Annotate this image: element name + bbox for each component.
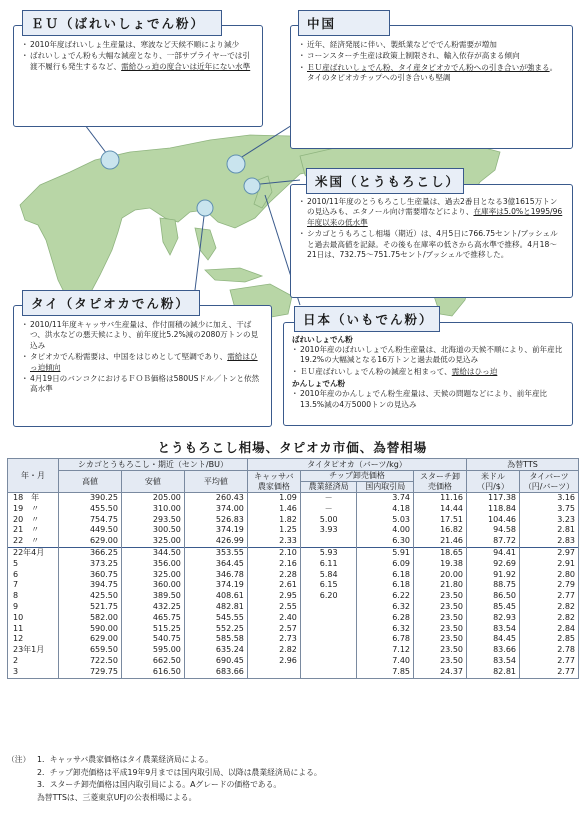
japan-panel (283, 322, 573, 426)
us-bullet-2: ・ シカゴとうもろこし相場（期近）は、4月5日に766.75セント/ブッシェルと過去最高値を記録。その後も在庫率の低さから高水準で推移。4月18～21日は、732.75～751.75セント/ブッシェルで推移した。 (299, 229, 564, 260)
notes-lead: （注） (7, 755, 31, 764)
table-cell: 374.19 (184, 525, 247, 536)
col-starch: スターチ卸売価格 (414, 471, 467, 493)
china-bullets (299, 40, 564, 84)
table-cell: 449.50 (59, 525, 122, 536)
note-4 (7, 792, 322, 805)
table-cell: 5.84 (300, 570, 357, 581)
table-cell: 2.82 (520, 602, 579, 613)
japan-title: 日本（いもでん粉） (294, 306, 440, 332)
table-cell: 729.75 (59, 667, 122, 678)
table-cell: 2.16 (247, 559, 300, 570)
table-cell (300, 624, 357, 635)
table-cell: 353.55 (184, 547, 247, 558)
table-cell: 2.33 (247, 536, 300, 547)
table-cell: 374.00 (184, 504, 247, 515)
row-period: 19 〃 (8, 504, 59, 515)
table-cell: 23.50 (414, 624, 467, 635)
table-cell: 346.78 (184, 570, 247, 581)
thai-marker (197, 200, 213, 216)
china-bullet-2: ・ コーンスターチ生産は政策上制限され、輸入依存が高まる傾向 (299, 51, 564, 61)
table-cell (300, 613, 357, 624)
table-cell (247, 667, 300, 678)
table-cell: 23.50 (414, 613, 467, 624)
table-cell: 2.95 (247, 591, 300, 602)
table-cell: 6.15 (300, 580, 357, 591)
table-cell: 23.50 (414, 602, 467, 613)
table-cell: 659.50 (59, 645, 122, 656)
row-period: 20 〃 (8, 515, 59, 526)
table-row (8, 493, 579, 504)
col-avg: 平均値 (184, 471, 247, 493)
table-cell: 2.97 (520, 547, 579, 558)
table-cell: 1.09 (247, 493, 300, 504)
table-cell: 83.66 (467, 645, 520, 656)
table-cell: 17.51 (414, 515, 467, 526)
thai-bullet-2: ・ タピオカでん粉需要は、中国をはじめとして堅調であり、需給はひっ迫傾向 (22, 352, 263, 373)
japan-bullets-potato (292, 345, 564, 377)
table-notes (7, 754, 322, 804)
table-cell: 2.84 (520, 624, 579, 635)
table-cell: 595.00 (121, 645, 184, 656)
table-cell: 6.22 (357, 591, 414, 602)
table-cell: 82.81 (467, 667, 520, 678)
table-cell: 356.00 (121, 559, 184, 570)
table-cell: 5.00 (300, 515, 357, 526)
table-row (8, 624, 579, 635)
table-cell: 21.80 (414, 580, 467, 591)
table-cell: 4.00 (357, 525, 414, 536)
table-cell: 3.23 (520, 515, 579, 526)
row-period: 18 年 (8, 493, 59, 504)
table-row (8, 634, 579, 645)
table-cell: 85.45 (467, 602, 520, 613)
table-cell: 374.19 (184, 580, 247, 591)
table-cell: 2.77 (520, 591, 579, 602)
row-period: 10 (8, 613, 59, 624)
table-cell: 23.50 (414, 645, 467, 656)
thai-bullet-3: ・ 4月19日のバンコクにおけるＦＯＢ価格は580USドル／トンと依然高水準 (22, 374, 263, 395)
col-cassava: キャッサバ農家価格 (247, 471, 300, 493)
table-cell: 92.69 (467, 559, 520, 570)
table-cell: 24.37 (414, 667, 467, 678)
table-title: とうもろこし相場、タピオカ市価、為替相場 (157, 440, 428, 455)
table-cell: － (300, 504, 357, 515)
table-cell: 683.66 (184, 667, 247, 678)
note-4-text: 為替TTSは、三菱東京UFJの公表相場による。 (37, 792, 197, 802)
table-row (8, 525, 579, 536)
table-cell: 2.77 (520, 667, 579, 678)
table-row (8, 645, 579, 656)
table-cell: 260.43 (184, 493, 247, 504)
table-row (8, 667, 579, 678)
row-period: 2 (8, 656, 59, 667)
thai-bullets (22, 320, 263, 395)
table-cell: 373.25 (59, 559, 122, 570)
eu-bullet-1: ・ 2010年度ばれいしょ生産量は、寒波など天候不順により減少 (22, 40, 254, 50)
table-row (8, 591, 579, 602)
thai-panel (13, 305, 272, 427)
table-cell: 3.75 (520, 504, 579, 515)
table-cell: 83.54 (467, 624, 520, 635)
table-cell: 6.32 (357, 624, 414, 635)
table-cell: 552.25 (184, 624, 247, 635)
table-cell: 629.00 (59, 634, 122, 645)
price-table-body (8, 493, 579, 679)
china-bullet-3: ・ ＥＵ産ばれいしょでん粉、タイ産タピオカでん粉への引き合いが強まる。タイのタピオカチップへの引き合いも堅調 (299, 63, 564, 84)
table-cell: 590.00 (59, 624, 122, 635)
table-cell: 2.78 (520, 645, 579, 656)
table-cell: 2.57 (247, 624, 300, 635)
table-cell: 84.45 (467, 634, 520, 645)
row-period: 8 (8, 591, 59, 602)
japan-sub-potato: ばれいしょでん粉 (292, 335, 353, 344)
table-cell: 16.82 (414, 525, 467, 536)
table-cell: 117.38 (467, 493, 520, 504)
table-cell: 662.50 (121, 656, 184, 667)
table-cell: 5.91 (357, 547, 414, 558)
table-cell: 4.18 (357, 504, 414, 515)
note-3-text: 3．スターチ卸売価格は国内取引局による。Aグレードの価格である。 (37, 780, 282, 789)
table-cell: 6.18 (357, 570, 414, 581)
col-fx: 為替TTS (467, 459, 579, 471)
table-cell: 23.50 (414, 591, 467, 602)
table-cell: 432.25 (121, 602, 184, 613)
table-cell: 408.61 (184, 591, 247, 602)
table-cell: 426.99 (184, 536, 247, 547)
table-cell: 394.75 (59, 580, 122, 591)
table-cell: 83.54 (467, 656, 520, 667)
table-cell: 2.79 (520, 580, 579, 591)
us-bullets (299, 197, 564, 260)
table-cell: 2.82 (520, 613, 579, 624)
table-cell: 635.24 (184, 645, 247, 656)
table-cell: 325.00 (121, 570, 184, 581)
table-cell: 364.45 (184, 559, 247, 570)
table-cell: 690.45 (184, 656, 247, 667)
col-chip-dom: 国内取引局 (357, 482, 414, 493)
table-row (8, 656, 579, 667)
row-period: 7 (8, 580, 59, 591)
table-cell: 94.58 (467, 525, 520, 536)
table-cell: 2.40 (247, 613, 300, 624)
table-cell (300, 634, 357, 645)
price-table (7, 458, 579, 679)
col-low: 安値 (121, 471, 184, 493)
china-title: 中国 (298, 10, 390, 36)
japan-bullets-sweetpotato (292, 389, 564, 410)
thai-title: タイ（タピオカでん粉） (22, 290, 200, 316)
eu-bullets (22, 40, 254, 72)
us-panel (290, 184, 573, 298)
table-cell: 6.20 (300, 591, 357, 602)
japan-marker (244, 178, 260, 194)
thai-bullet-1: ・ 2010/11年度キャッサバ生産量は、作付面積の減少に加え、干ばつ、洪水などの悪天候により、前年度比5.2%減の2080万トンの見込み (22, 320, 263, 351)
table-row (8, 613, 579, 624)
table-row (8, 504, 579, 515)
eu-panel (13, 25, 263, 127)
table-cell: 205.00 (121, 493, 184, 504)
us-title: 米国（とうもろこし） (306, 168, 464, 194)
table-cell: 2.28 (247, 570, 300, 581)
table-cell: 104.46 (467, 515, 520, 526)
col-usd: 米ドル（円/$） (467, 471, 520, 493)
table-cell: 2.80 (520, 570, 579, 581)
table-cell: 2.85 (520, 634, 579, 645)
table-cell: 2.82 (247, 645, 300, 656)
table-cell: 94.41 (467, 547, 520, 558)
table-cell: 11.16 (414, 493, 467, 504)
china-panel (290, 25, 573, 149)
table-cell: 88.75 (467, 580, 520, 591)
table-cell: 1.46 (247, 504, 300, 515)
table-cell: 526.83 (184, 515, 247, 526)
col-thb: タイバーツ（円/バーツ） (520, 471, 579, 493)
table-cell: 1.82 (247, 515, 300, 526)
table-cell: 2.91 (520, 559, 579, 570)
col-chicago-label: シカゴとうもろこし・期近（セント/BU） (77, 460, 228, 469)
col-high: 高値 (59, 471, 122, 493)
row-period: 23年1月 (8, 645, 59, 656)
row-period: 11 (8, 624, 59, 635)
table-cell: 300.50 (121, 525, 184, 536)
table-cell: 7.12 (357, 645, 414, 656)
table-cell: 21.46 (414, 536, 467, 547)
table-cell: 3.93 (300, 525, 357, 536)
table-cell: 515.25 (121, 624, 184, 635)
table-cell: 1.25 (247, 525, 300, 536)
table-cell: 6.30 (357, 536, 414, 547)
table-cell: 3.74 (357, 493, 414, 504)
table-cell (300, 667, 357, 678)
table-cell: 6.32 (357, 602, 414, 613)
note-1-text: 1．キャッサバ農家価格はタイ農業経済局による。 (37, 755, 213, 764)
table-cell (300, 602, 357, 613)
table-cell: 6.78 (357, 634, 414, 645)
table-cell: 7.40 (357, 656, 414, 667)
table-cell: 545.55 (184, 613, 247, 624)
table-cell (300, 536, 357, 547)
table-cell: 722.50 (59, 656, 122, 667)
japan-sub-sweetpotato: かんしょでん粉 (292, 379, 346, 389)
row-period: 5 (8, 559, 59, 570)
table-cell: 91.92 (467, 570, 520, 581)
table-cell: 344.50 (121, 547, 184, 558)
table-cell: 118.84 (467, 504, 520, 515)
table-cell: 389.50 (121, 591, 184, 602)
table-cell: 6.28 (357, 613, 414, 624)
table-cell: 521.75 (59, 602, 122, 613)
note-2 (7, 767, 322, 780)
table-cell: 2.77 (520, 656, 579, 667)
china-marker (227, 155, 245, 173)
row-period: 9 (8, 602, 59, 613)
table-cell: 2.10 (247, 547, 300, 558)
table-cell: － (300, 493, 357, 504)
table-cell: 754.75 (59, 515, 122, 526)
table-cell: 23.50 (414, 656, 467, 667)
table-cell (300, 645, 357, 656)
table-cell: 5.93 (300, 547, 357, 558)
table-cell: 310.00 (121, 504, 184, 515)
table-cell: 6.11 (300, 559, 357, 570)
table-cell: 360.75 (59, 570, 122, 581)
table-cell: 2.73 (247, 634, 300, 645)
table-cell: 82.93 (467, 613, 520, 624)
table-cell: 87.72 (467, 536, 520, 547)
china-bullet-1: ・ 近年、経済発展に伴い、製紙業などででん粉需要が増加 (299, 40, 564, 50)
table-cell: 390.25 (59, 493, 122, 504)
table-row (8, 515, 579, 526)
table-row (8, 570, 579, 581)
table-cell: 465.75 (121, 613, 184, 624)
note-2-text: 2．チップ卸売価格は平成19年9月までは国内取引局、以降は農業経済局による。 (37, 767, 322, 777)
col-chip-econ: 農業経済局 (300, 482, 357, 493)
japan-bullet-1: ・ 2010年産のばれいしょでん粉生産量は、北海道の天候不順により、前年産比19.2%の大幅減となる16万トンと過去最低の見込み (292, 345, 564, 366)
table-cell: 425.50 (59, 591, 122, 602)
japan-bullet-2: ・ ＥＵ産ばれいしょでん粉の減産と相まって、需給はひっ迫 (292, 367, 564, 377)
table-cell: 482.81 (184, 602, 247, 613)
table-cell: 14.44 (414, 504, 467, 515)
table-cell: 20.00 (414, 570, 467, 581)
table-cell: 2.81 (520, 525, 579, 536)
table-row (8, 580, 579, 591)
row-period: 21 〃 (8, 525, 59, 536)
col-tapioca: タイタピオカ（バーツ/kg） (247, 459, 466, 471)
table-cell: 455.50 (59, 504, 122, 515)
note-1 (7, 754, 322, 767)
table-cell: 293.50 (121, 515, 184, 526)
table-cell: 6.09 (357, 559, 414, 570)
row-period: 12 (8, 634, 59, 645)
col-chicago (59, 459, 248, 471)
table-row (8, 536, 579, 547)
eu-marker (101, 151, 119, 169)
table-cell: 585.58 (184, 634, 247, 645)
table-cell: 2.83 (520, 536, 579, 547)
table-cell: 582.00 (59, 613, 122, 624)
note-3 (7, 779, 322, 792)
table-cell: 2.61 (247, 580, 300, 591)
col-period: 年・月 (8, 459, 59, 493)
table-cell: 540.75 (121, 634, 184, 645)
table-cell: 325.00 (121, 536, 184, 547)
us-bullet-1: ・ 2010/11年度のとうもろこし生産量は、過去2番目となる3億1615万トンの見込みも、エタノール向け需要増などにより、在庫率は5.0%と1995/96年度以来の低水準 (299, 197, 564, 228)
table-cell: 18.65 (414, 547, 467, 558)
table-cell: 360.00 (121, 580, 184, 591)
table-cell: 19.38 (414, 559, 467, 570)
table-cell: 2.55 (247, 602, 300, 613)
table-cell: 616.50 (121, 667, 184, 678)
table-cell (300, 656, 357, 667)
row-period: 22年4月 (8, 547, 59, 558)
table-row (8, 602, 579, 613)
table-cell: 7.85 (357, 667, 414, 678)
table-row (8, 559, 579, 570)
table-cell: 23.50 (414, 634, 467, 645)
table-row (8, 547, 579, 558)
table-cell: 5.03 (357, 515, 414, 526)
row-period: 3 (8, 667, 59, 678)
table-cell: 86.50 (467, 591, 520, 602)
eu-title: ＥＵ（ばれいしょでん粉） (22, 10, 222, 36)
eu-bullet-2: ・ ばれいしょでん粉も大幅な減産となり、一部サプライヤーでは引渡不履行も発生するなど、需給ひっ迫の度合いは近年にない水準 (22, 51, 254, 72)
table-cell: 629.00 (59, 536, 122, 547)
table-cell: 6.18 (357, 580, 414, 591)
japan-bullet-3: ・ 2010年産のかんしょでん粉生産量は、天候の問題などにより、前年産比13.5%減の4万5000トンの見込み (292, 389, 564, 410)
row-period: 22 〃 (8, 536, 59, 547)
table-cell: 3.16 (520, 493, 579, 504)
col-chip: チップ卸売価格 (300, 471, 413, 482)
row-period: 6 (8, 570, 59, 581)
table-cell: 366.25 (59, 547, 122, 558)
table-cell: 2.96 (247, 656, 300, 667)
